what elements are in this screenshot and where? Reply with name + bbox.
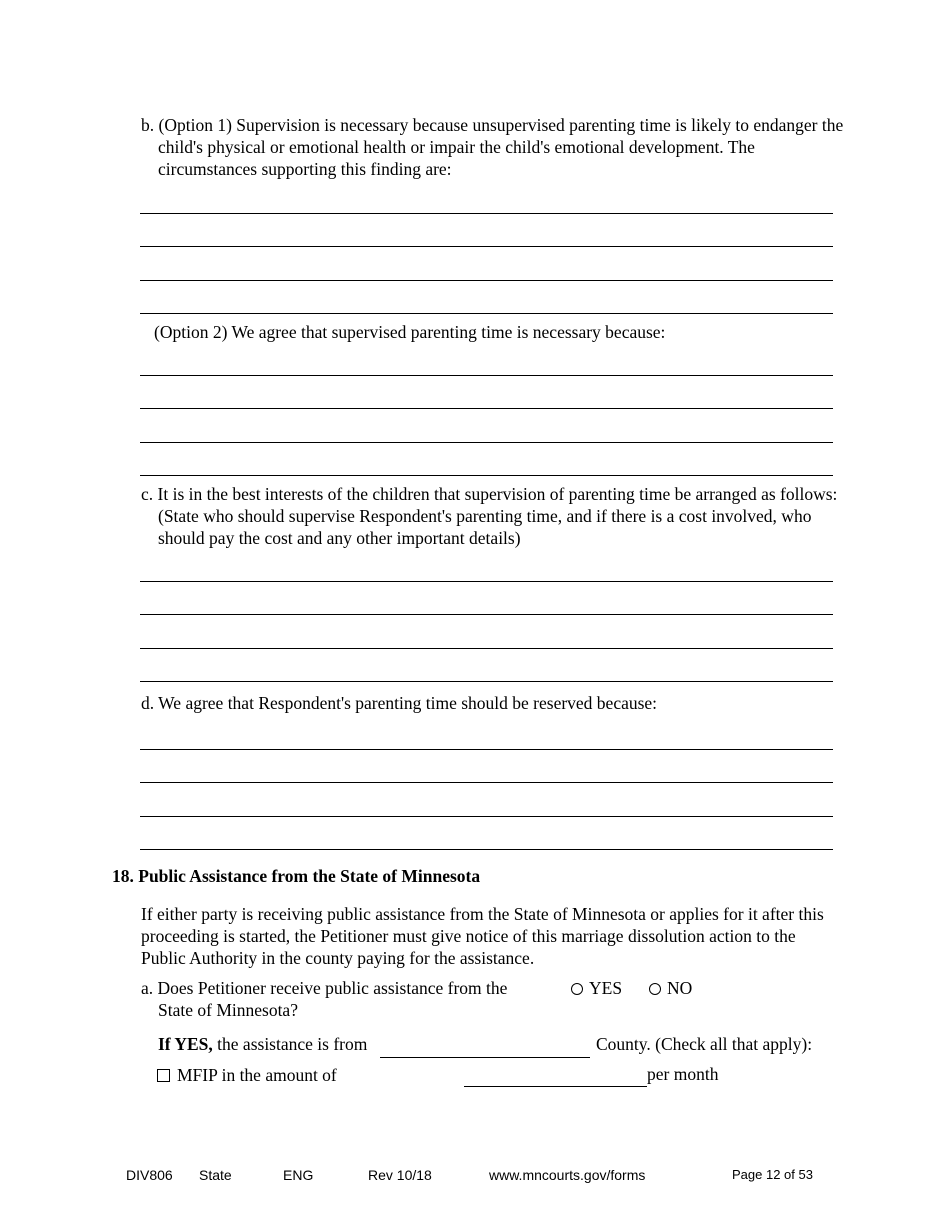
answer-line-b1-2[interactable] [140,246,833,247]
if-yes-line [158,1033,367,1055]
answer-line-c-1[interactable] [140,581,833,582]
section-c-text: c. It is in the best interests of the children that supervision of parenting time be arranged as follows: (State who should supervise Respondent's parenting time, and if there is a cost involved, who should pay the cost and any other important details) [141,484,838,548]
mfip-label: MFIP in the amount of [177,1065,337,1085]
no-radio[interactable] [649,983,661,995]
answer-line-c-4[interactable] [140,681,833,682]
section-18-heading: 18. Public Assistance from the State of Minnesota [112,866,481,886]
answer-line-b2-3[interactable] [140,442,833,443]
question-a-line1: a. Does Petitioner receive public assistance from the [141,978,508,998]
footer-revision: Rev 10/18 [368,1167,432,1183]
footer-form-id: DIV806 [126,1167,173,1183]
yes-radio[interactable] [571,983,583,995]
section-d-text: d. We agree that Respondent's parenting time should be reserved because: [141,693,658,713]
answer-line-b2-2[interactable] [140,408,833,409]
yes-option[interactable] [571,977,622,999]
if-yes-bold: If YES, [158,1034,213,1054]
per-month-label: per month [647,1064,719,1084]
footer-url[interactable]: www.mncourts.gov/forms [489,1167,646,1183]
footer-page: Page 12 of 53 [732,1167,813,1182]
section-18-intro: If either party is receiving public assistance from the State of Minnesota or applies for it after this proceeding is started, the Petitioner must give notice of this marriage dissolution action to the Public Authority in the county paying for the assistance. [141,904,824,968]
answer-line-b1-1[interactable] [140,213,833,214]
yes-label: YES [589,978,623,998]
no-option[interactable] [649,977,692,999]
footer-language: ENG [283,1167,314,1183]
answer-line-d-2[interactable] [140,782,833,783]
question-a-line2: State of Minnesota? [158,1000,298,1020]
mfip-option[interactable] [157,1064,337,1086]
answer-line-b2-4[interactable] [140,475,833,476]
no-label: NO [667,978,693,998]
county-label: County. (Check all that apply): [596,1034,813,1054]
section-b-option1-text: b. (Option 1) Supervision is necessary because unsupervised parenting time is likely to endanger the child's physical or emotional health or impair the child's emotional development. The circumstances supporting this finding are: [141,115,844,179]
answer-line-d-3[interactable] [140,816,833,817]
answer-line-d-4[interactable] [140,849,833,850]
mfip-amount-line[interactable] [464,1086,647,1087]
answer-line-c-2[interactable] [140,614,833,615]
mfip-checkbox[interactable] [157,1069,170,1082]
section-b-option2-text: (Option 2) We agree that supervised parenting time is necessary because: [154,322,666,342]
if-yes-rest: the assistance is from [212,1034,368,1054]
answer-line-d-1[interactable] [140,749,833,750]
answer-line-c-3[interactable] [140,648,833,649]
answer-line-b1-3[interactable] [140,280,833,281]
answer-line-b2-1[interactable] [140,375,833,376]
answer-line-b1-4[interactable] [140,313,833,314]
footer-jurisdiction: State [199,1167,232,1183]
county-input-line[interactable] [380,1057,590,1058]
